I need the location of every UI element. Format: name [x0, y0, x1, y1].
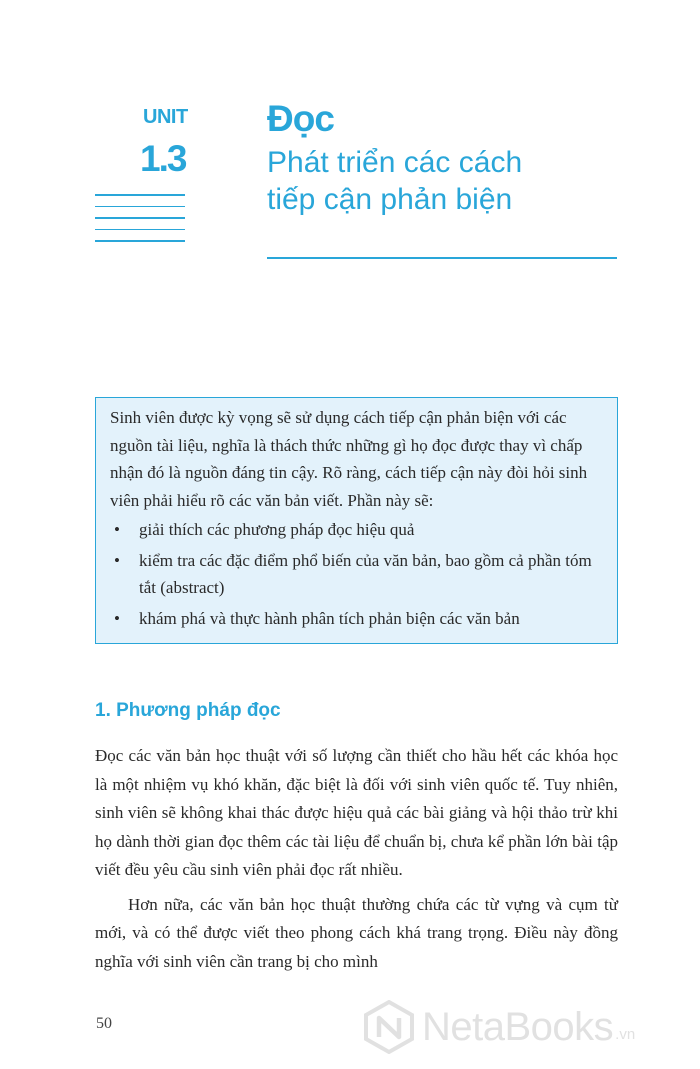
unit-line	[95, 217, 185, 219]
title-rule	[267, 257, 617, 259]
page-number: 50	[96, 1015, 112, 1032]
list-item-text: khám phá và thực hành phân tích phản biện các văn bản	[139, 608, 520, 628]
unit-number: 1.3	[140, 138, 186, 179]
list-item	[110, 605, 603, 633]
watermark	[362, 1000, 635, 1054]
chapter-subtitle	[267, 144, 627, 218]
body-paragraph-1: Đọc các văn bản học thuật với số lượng cần thiết cho hầu hết các khóa học là một nhiệm vụ khó khăn, đặc biệt là đối với sinh viên quốc tế. Tuy nhiên, sinh viên sẽ không khai thác được hiệu quả các bài giảng và hội thảo trừ khi họ dành thời gian đọc thêm các tài liệu để chuẩn bị, chưa kể phần lớn bài tập viết đều yêu cầu sinh viên phải đọc rất nhiều.	[95, 746, 618, 879]
intro-paragraph: Sinh viên được kỳ vọng sẽ sử dụng cách tiếp cận phản biện với các nguồn tài liệu, nghĩa là thách thức những gì họ đọc được thay vì chấp nhận đó là nguồn đáng tin cậy. Rõ ràng, cách tiếp cận này đòi hỏi sinh viên phải hiểu rõ các văn bản viết. Phần này sẽ:	[110, 408, 588, 510]
chapter-subtitle-line-1: Phát triển các cách	[267, 146, 523, 179]
bullet-icon: •	[114, 550, 120, 570]
unit-line	[95, 229, 185, 231]
unit-line	[95, 240, 185, 242]
list-item-text: giải thích các phương pháp đọc hiệu quả	[139, 520, 415, 539]
list-item	[110, 547, 603, 602]
watermark-text: NetaBooks	[422, 1004, 614, 1049]
intro-bullet-list	[110, 516, 603, 632]
unit-label: UNIT	[143, 106, 188, 128]
bullet-icon: •	[114, 608, 120, 628]
section-heading: 1. Phương pháp đọc	[95, 700, 281, 721]
list-item-text: kiểm tra các đặc điểm phổ biến của văn bản, bao gồm cả phần tóm tắt (abstract)	[139, 550, 592, 597]
chapter-subtitle-line-2: tiếp cận phản biện	[267, 183, 513, 216]
netabooks-logo-icon	[362, 1000, 416, 1054]
body-text	[95, 742, 618, 982]
list-item	[110, 516, 603, 544]
watermark-suffix: .vn	[615, 1025, 636, 1043]
unit-line	[95, 194, 185, 196]
unit-line	[95, 206, 185, 208]
intro-box	[95, 397, 618, 644]
body-paragraph-2: Hơn nữa, các văn bản học thuật thường chứa các từ vựng và cụm từ mới, và có thể được viết theo phong cách khá trang trọng. Điều này đồng nghĩa với sinh viên cần trang bị cho mình	[95, 894, 618, 971]
bullet-icon: •	[114, 520, 120, 539]
unit-decorative-lines	[95, 194, 185, 252]
chapter-title: Đọc	[267, 98, 334, 139]
